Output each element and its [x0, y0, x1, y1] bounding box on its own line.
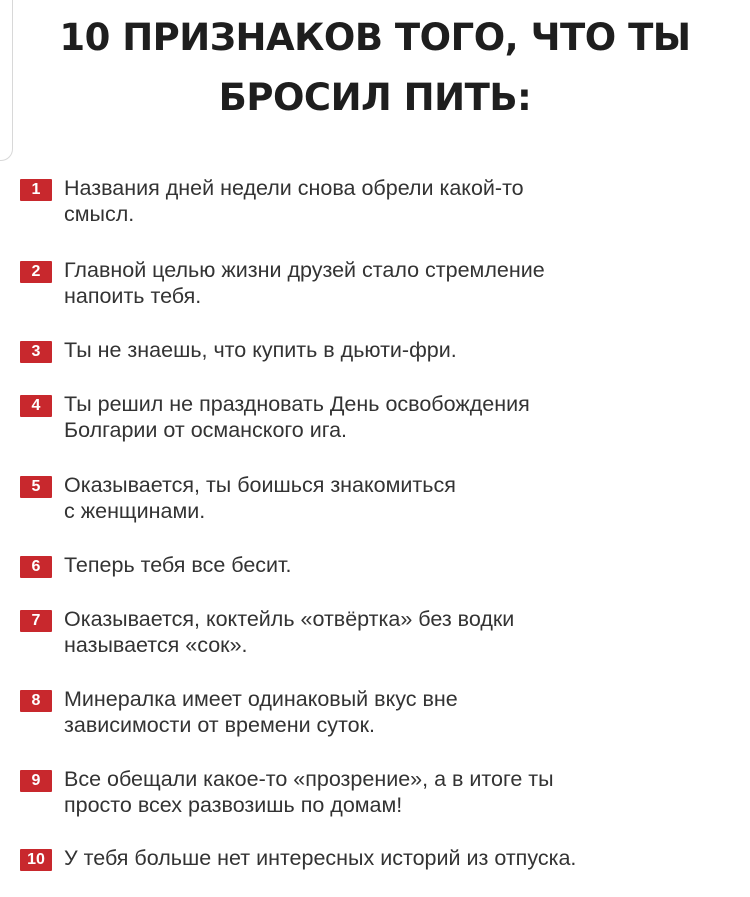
item-number-badge: 9	[20, 770, 52, 792]
item-text: У тебя больше нет интересных историй из отпуска.	[64, 846, 577, 870]
item-text: Ты решил не праздновать День освобождения Болгарии от османского ига.	[64, 392, 530, 442]
list-item	[20, 686, 740, 738]
item-text: Главной целью жизни друзей стало стремление напоить тебя.	[64, 258, 545, 308]
list-item	[20, 606, 740, 658]
item-text: Минералка имеет одинаковый вкус вне зависимости от времени суток.	[64, 687, 458, 737]
list-item	[20, 175, 740, 227]
list-item	[20, 845, 740, 871]
list-item	[20, 337, 740, 363]
list-item	[20, 391, 740, 443]
list-item	[20, 766, 740, 818]
item-text: Ты не знаешь, что купить в дьюти-фри.	[64, 338, 457, 362]
item-number-badge: 5	[20, 476, 52, 498]
item-number-badge: 1	[20, 179, 52, 201]
item-text: Названия дней недели снова обрели какой-то смысл.	[64, 176, 524, 226]
item-number-badge: 2	[20, 261, 52, 283]
item-number-badge: 10	[20, 849, 52, 871]
item-number-badge: 6	[20, 556, 52, 578]
item-number-badge: 4	[20, 395, 52, 417]
item-text: Все обещали какое-то «прозрение», а в итоге ты просто всех развозишь по домам!	[64, 767, 554, 817]
item-text: Оказывается, коктейль «отвёртка» без водки называется «сок».	[64, 607, 515, 657]
list-item	[20, 472, 740, 524]
item-number-badge: 8	[20, 690, 52, 712]
item-text: Теперь тебя все бесит.	[64, 553, 292, 577]
list-item	[20, 257, 740, 309]
item-number-badge: 3	[20, 341, 52, 363]
list-item	[20, 552, 740, 578]
item-text: Оказывается, ты боишься знакомиться с женщинами.	[64, 473, 456, 523]
item-number-badge: 7	[20, 610, 52, 632]
page-title: 10 ПРИЗНАКОВ ТОГО, ЧТО ТЫ БРОСИЛ ПИТЬ:	[59, 16, 691, 119]
